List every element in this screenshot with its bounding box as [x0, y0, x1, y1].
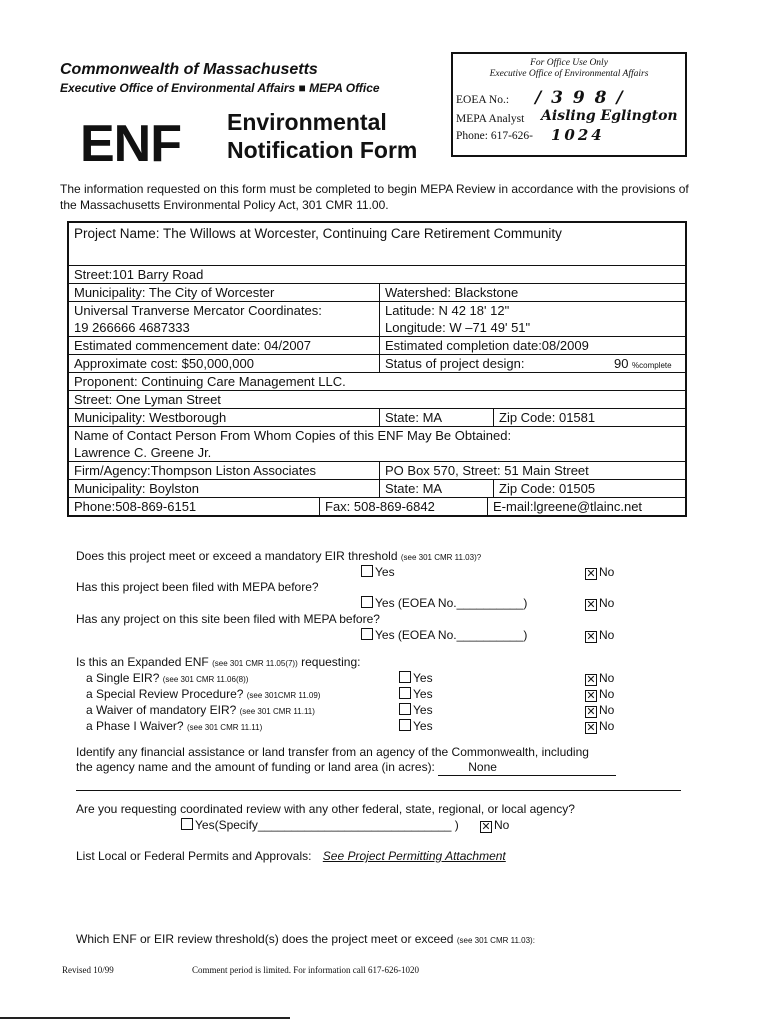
q4d-text: a Phase I Waiver? [86, 719, 184, 733]
revised-note: Revised 10/99 [62, 965, 114, 975]
question-expanded-enf-ref: (see 301 CMR 11.05(7)) [212, 659, 298, 668]
proponent: Proponent: Continuing Care Management LLC. [74, 374, 346, 389]
contact-email: E-mail:lgreene@tlainc.net [487, 498, 685, 515]
q4c-text: a Waiver of mandatory EIR? [86, 703, 237, 717]
q7-answer[interactable]: See Project Permitting Attachment [322, 849, 506, 863]
q2-no-option[interactable] [585, 596, 614, 611]
contact-numbers-row [69, 498, 685, 515]
project-municipality: Municipality: The City of Worcester [74, 285, 275, 300]
q4b-no-label: No [599, 687, 615, 701]
intro-paragraph: The information requested on this form must be completed to begin MEPA Review in accordance with the provisions of the Massachusetts Environmental Policy Act, 301 CMR 11.00. [60, 182, 689, 212]
question-eir-threshold-ref: (see 301 CMR 11.03)? [400, 553, 482, 562]
proponent-row [69, 373, 685, 391]
question-expanded-enf [76, 655, 360, 671]
proponent-street-row [69, 391, 685, 409]
q4c-ref: (see 301 CMR 11.11) [239, 707, 315, 716]
design-status [379, 355, 685, 372]
q3-no-checkbox[interactable]: ✕ [586, 631, 596, 643]
project-name-row [69, 223, 685, 266]
q6-no-label: No [494, 818, 510, 832]
q1-yes-option[interactable] [361, 565, 395, 580]
watershed: Watershed: Blackstone [379, 284, 685, 301]
street-row [69, 266, 685, 284]
proponent-street: Street: One Lyman Street [74, 392, 221, 407]
longitude: Longitude: W –71 49' 51" [379, 319, 685, 336]
q4a-yes-label: Yes [413, 671, 433, 685]
q3-yes-option[interactable] [361, 628, 527, 643]
q5-answer[interactable]: None [438, 760, 616, 776]
q4b-yes-label: Yes [413, 687, 433, 701]
utm-label: Universal Tranverse Mercator Coordinates: [74, 303, 322, 318]
contact-row [69, 427, 685, 462]
q7-label: List Local or Federal Permits and Approvals: [76, 849, 312, 863]
q4b-no-option[interactable] [585, 687, 614, 702]
q1-yes-checkbox[interactable] [361, 565, 373, 577]
project-street: Street:101 Barry Road [74, 267, 204, 282]
latitude: Latitude: N 42 18' 12" [379, 302, 685, 319]
q4a-yes-option[interactable] [399, 671, 433, 686]
design-status-value: 90 [614, 356, 629, 371]
q1-no-option[interactable] [585, 565, 614, 580]
enf-logo-text: ENF [80, 115, 181, 173]
coordinates-row-1 [69, 302, 685, 319]
q2-yes-label: Yes (EOEA No.__________) [375, 596, 528, 610]
q4b-yes-option[interactable] [399, 687, 433, 702]
q4b-ref: (see 301CMR 11.09) [246, 691, 321, 700]
q4d-yes-option[interactable] [399, 719, 433, 734]
proponent-zip: Zip Code: 01581 [493, 409, 685, 426]
contact-fax: Fax: 508-869-6842 [319, 498, 487, 515]
q8-text: Which ENF or EIR review threshold(s) does the project meet or exceed [76, 932, 454, 946]
q4a-yes-checkbox[interactable] [399, 671, 411, 683]
question-filed-before: Has this project been filed with MEPA before? [76, 580, 319, 594]
commonwealth-heading: Commonwealth of Massachusetts [60, 61, 318, 78]
q4c-no-label: No [599, 703, 615, 717]
q4d-yes-label: Yes [413, 719, 433, 733]
q4a-ref: (see 301 CMR 11.06(8)) [162, 675, 249, 684]
q4a-question [86, 671, 248, 687]
comment-period-note: Comment period is limited. For information call 617-626-1020 [192, 965, 419, 975]
project-info-box [67, 221, 687, 517]
question-thresholds [76, 932, 535, 948]
commencement-date: Estimated commencement date: 04/2007 [74, 338, 312, 353]
design-status-label: Status of project design: [385, 356, 525, 371]
completion-date: Estimated completion date:08/2009 [379, 337, 685, 354]
q8-ref: (see 301 CMR 11.03): [456, 936, 535, 945]
contact-label: Name of Contact Person From Whom Copies of this ENF May Be Obtained: [74, 428, 512, 443]
coordinates-row-2 [69, 319, 685, 337]
question-eir-threshold [76, 549, 481, 565]
firm-agency: Firm/Agency:Thompson Liston Associates [74, 463, 317, 478]
q4b-text: a Special Review Procedure? [86, 687, 244, 701]
q6-no-option[interactable] [480, 818, 509, 833]
q5-line1: Identify any financial assistance or land transfer from an agency of the Commonwealth, including [76, 745, 589, 759]
contact-name: Lawrence C. Greene Jr. [74, 445, 212, 460]
q1-no-checkbox[interactable]: ✕ [586, 568, 596, 580]
mepa-analyst-label: MEPA Analyst [456, 113, 525, 125]
question-expanded-enf-end: requesting: [301, 655, 361, 669]
firm-state: State: MA [379, 480, 493, 497]
q4a-text: a Single EIR? [86, 671, 160, 685]
section-divider [76, 790, 681, 791]
form-title [227, 108, 417, 164]
office-use-box [451, 52, 687, 157]
q2-yes-checkbox[interactable] [361, 596, 373, 608]
q2-no-label: No [599, 596, 615, 610]
dates-row [69, 337, 685, 355]
q4d-no-option[interactable] [585, 719, 614, 734]
q3-yes-checkbox[interactable] [361, 628, 373, 640]
q4c-no-option[interactable] [585, 703, 614, 718]
municipality-row [69, 284, 685, 302]
question-eir-threshold-text: Does this project meet or exceed a mandatory EIR threshold [76, 549, 398, 563]
q1-yes-label: Yes [375, 565, 395, 579]
utm-value: 19 266666 4687333 [74, 320, 190, 335]
q5-line2: the agency name and the amount of funding or land area (in acres): [76, 760, 435, 774]
office-use-subheading: Executive Office of Environmental Affairs [489, 69, 649, 79]
question-expanded-enf-text: Is this an Expanded ENF [76, 655, 209, 669]
q4b-no-checkbox[interactable]: ✕ [586, 690, 596, 702]
q6-yes-checkbox[interactable] [181, 818, 193, 830]
proponent-location-row [69, 409, 685, 427]
q4c-yes-label: Yes [413, 703, 433, 717]
firm-zip: Zip Code: 01505 [493, 480, 685, 497]
cost-row [69, 355, 685, 373]
q4d-question [86, 719, 262, 735]
scan-edge-line [0, 1017, 290, 1019]
q4c-yes-checkbox[interactable] [399, 703, 411, 715]
design-status-unit: %complete [632, 361, 672, 370]
firm-municipality: Municipality: Boylston [74, 481, 199, 496]
office-phone-value: 1024 [551, 126, 605, 144]
q4d-yes-checkbox[interactable] [399, 719, 411, 731]
q2-yes-option[interactable] [361, 596, 527, 611]
q4c-yes-option[interactable] [399, 703, 433, 718]
firm-location-row [69, 480, 685, 498]
mepa-analyst-value: Aisling Eglington [541, 108, 678, 124]
office-subheading: Executive Office of Environmental Affairs ■ MEPA Office [60, 81, 380, 95]
q4d-ref: (see 301 CMR 11.11) [186, 723, 263, 732]
question-site-filed: Has any project on this site been filed with MEPA before? [76, 612, 380, 626]
q2-no-checkbox[interactable]: ✕ [586, 599, 596, 611]
form-title-line2: Notification Form [227, 137, 418, 163]
office-phone-label: Phone: 617-626- [456, 130, 533, 142]
q4c-no-checkbox[interactable]: ✕ [586, 706, 596, 718]
proponent-state: State: MA [379, 409, 493, 426]
approximate-cost: Approximate cost: $50,000,000 [74, 356, 254, 371]
q6-yes-option[interactable] [181, 818, 459, 833]
q1-no-label: No [599, 565, 615, 579]
q4a-no-option[interactable] [585, 671, 614, 686]
office-use-heading: For Office Use Only [530, 58, 608, 68]
q4a-no-checkbox[interactable]: ✕ [586, 674, 596, 686]
eoea-number-value: / 3 9 8 / [535, 88, 625, 108]
q4b-question [86, 687, 320, 703]
form-title-line1: Environmental [227, 109, 387, 135]
firm-address: PO Box 570, Street: 51 Main Street [379, 462, 685, 479]
q4b-yes-checkbox[interactable] [399, 687, 411, 699]
q4a-no-label: No [599, 671, 615, 685]
q3-no-label: No [599, 628, 615, 642]
q3-no-option[interactable] [585, 628, 614, 643]
question-permits [76, 849, 506, 864]
eoea-number-label: EOEA No.: [456, 94, 510, 106]
question-coordinated-review: Are you requesting coordinated review with any other federal, state, regional, or local agency? [76, 802, 575, 816]
question-financial-assistance [76, 745, 716, 776]
q4c-question [86, 703, 315, 719]
proponent-municipality: Municipality: Westborough [74, 410, 227, 425]
project-name: Project Name: The Willows at Worcester, Continuing Care Retirement Community [74, 226, 562, 241]
q4d-no-label: No [599, 719, 615, 733]
q6-no-checkbox[interactable]: ✕ [481, 821, 491, 833]
firm-row [69, 462, 685, 480]
q3-yes-label: Yes (EOEA No.__________) [375, 628, 528, 642]
q4d-no-checkbox[interactable]: ✕ [586, 722, 596, 734]
q6-yes-label: Yes(Specify_____________________________ ) [195, 818, 459, 832]
contact-phone: Phone:508-869-6151 [74, 499, 197, 514]
